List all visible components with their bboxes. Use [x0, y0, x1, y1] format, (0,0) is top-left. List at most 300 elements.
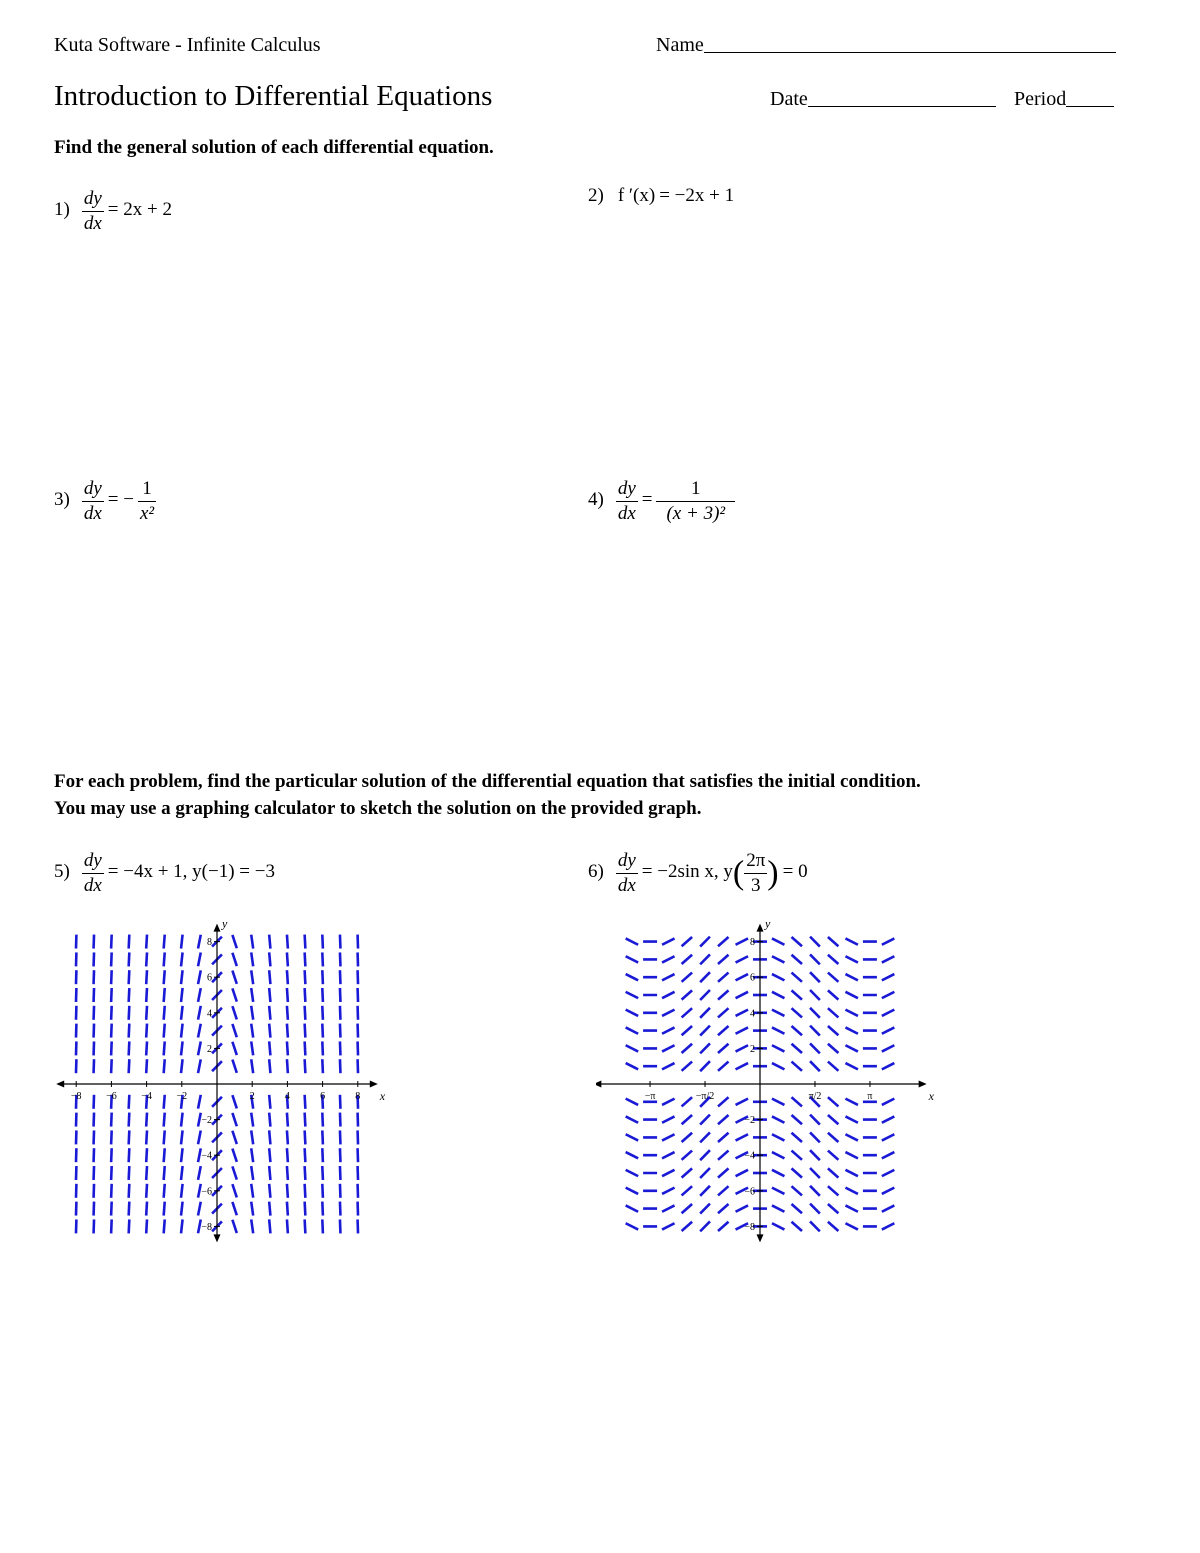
slope-segment [845, 1116, 857, 1122]
slope-segment [305, 1184, 306, 1198]
slope-segment [772, 974, 784, 980]
slope-segment [810, 990, 820, 1000]
slope-segment [164, 1166, 165, 1180]
problem-number: 4) [588, 489, 604, 511]
slope-segment [129, 1148, 130, 1162]
slope-segment [198, 953, 201, 967]
slope-segment [129, 970, 130, 984]
slope-segment [181, 1041, 183, 1055]
slope-segment [736, 1027, 748, 1033]
problem-3 [54, 478, 156, 525]
lhs-fraction [616, 478, 638, 525]
slope-segment [792, 937, 802, 946]
x-tick-label: π [867, 1091, 873, 1102]
name-blank [704, 51, 1116, 53]
slope-segment [181, 1006, 183, 1020]
slope-segment [164, 1148, 165, 1162]
slope-segment [198, 1095, 201, 1109]
x-tick-label: −2 [176, 1091, 188, 1102]
slope-segment [251, 952, 253, 966]
lhs-denominator: dx [83, 212, 102, 234]
slope-segment [772, 1099, 784, 1105]
slope-segment [682, 1133, 692, 1142]
slope-segment [736, 1010, 748, 1016]
period-label: Period [1014, 88, 1067, 110]
slope-segment [682, 1204, 692, 1213]
slope-segment [718, 1115, 728, 1124]
problem-number: 5) [54, 861, 70, 883]
slope-segment [718, 1026, 728, 1035]
rhs-prefix: = [641, 489, 653, 511]
slope-segment [626, 1188, 639, 1194]
y-tick-label: 6 [207, 972, 212, 984]
slope-segment [772, 1010, 784, 1016]
slope-segment [269, 1059, 270, 1073]
slope-segment [198, 1184, 201, 1198]
slope-segment [700, 990, 710, 1000]
slope-segment [882, 1188, 895, 1194]
section2-instructions-line2: You may use a graphing calculator to sketch the solution on the provided graph. [54, 798, 702, 819]
slope-segment [340, 1166, 341, 1180]
slope-segment [845, 974, 857, 980]
slope-segment [662, 1170, 674, 1176]
slope-segment [269, 1184, 270, 1198]
slope-segment [772, 1116, 784, 1122]
slope-segment [792, 973, 802, 982]
slope-segment [340, 1059, 341, 1073]
slope-segment [792, 1186, 802, 1195]
slope-segment [662, 938, 674, 944]
slope-segment [129, 1041, 130, 1055]
slope-segment [164, 1202, 165, 1216]
period-field[interactable] [1014, 88, 1114, 111]
slope-segment [146, 1113, 147, 1127]
slope-segment [626, 1010, 639, 1016]
lhs-fraction [82, 850, 104, 897]
slope-segment [845, 1010, 857, 1016]
slope-segment [340, 1095, 341, 1109]
slope-segment [129, 1059, 130, 1073]
slope-segment [198, 1148, 201, 1162]
slope-segment [736, 1134, 748, 1140]
slope-segment [792, 1044, 802, 1053]
slope-segment [287, 1006, 288, 1020]
slope-segment [682, 1168, 692, 1177]
condition-denominator: 3 [744, 873, 767, 897]
slope-segment [718, 990, 728, 999]
slope-segment [700, 1061, 710, 1071]
slope-segment [146, 1202, 147, 1216]
slope-segment [322, 970, 323, 984]
slope-segment [129, 1024, 130, 1038]
slope-segment [736, 1099, 748, 1105]
slope-segment [340, 1041, 341, 1055]
slope-segment [322, 1219, 323, 1233]
slope-segment [269, 935, 270, 949]
slope-segment [882, 992, 895, 998]
slope-segment [845, 1134, 857, 1140]
slope-segment [305, 1059, 306, 1073]
slope-segment [322, 935, 323, 949]
slope-segment [305, 1148, 306, 1162]
slope-segment [882, 1063, 895, 1069]
slope-segment [340, 988, 341, 1002]
slope-segment [700, 954, 710, 964]
slope-segment [828, 1062, 838, 1071]
slope-segment [828, 1044, 838, 1053]
slope-segment [700, 937, 710, 947]
x-tick-label: 2 [249, 1091, 255, 1102]
slope-segment [146, 1041, 147, 1055]
lhs-numerator: dy [617, 478, 636, 499]
slope-segment [287, 1130, 288, 1144]
slope-segment [718, 1168, 728, 1177]
slope-segment [792, 1062, 802, 1071]
x-tick-label: 4 [284, 1091, 290, 1102]
slope-segment [251, 1130, 253, 1144]
slope-segment [810, 1132, 820, 1142]
slope-segment [662, 1010, 674, 1016]
slope-segment [322, 1148, 323, 1162]
slope-segment [828, 1133, 838, 1142]
slope-segment [269, 952, 270, 966]
slope-segment [845, 938, 857, 944]
slope-segment [845, 956, 857, 962]
slope-segment [146, 1024, 147, 1038]
x-tick-label: π/2 [808, 1091, 822, 1102]
slope-segment [682, 1222, 692, 1231]
slope-segment [164, 1095, 165, 1109]
y-tick-label: −6 [201, 1186, 212, 1198]
y-tick-label: 2 [750, 1043, 755, 1055]
slope-segment [129, 1219, 130, 1233]
slope-segment [287, 988, 288, 1002]
slope-segment [700, 1043, 710, 1053]
slope-segment [882, 1116, 895, 1122]
slope-segment [736, 1205, 748, 1211]
slope-segment [882, 956, 895, 962]
slope-segment [662, 1205, 674, 1211]
slope-segment [828, 1115, 838, 1124]
slope-segment [626, 974, 639, 980]
y-tick-label: −4 [201, 1150, 212, 1162]
y-axis-arrow-up [214, 924, 221, 932]
slope-segment [232, 1113, 236, 1126]
slope-segment [198, 1006, 201, 1020]
slope-segment [718, 973, 728, 982]
slope-segment [146, 1006, 147, 1020]
slope-segment [662, 1188, 674, 1194]
slope-segment [232, 1202, 236, 1215]
slope-segment [700, 972, 710, 982]
y-axis-arrow-down [757, 1234, 764, 1242]
slope-segment [198, 1202, 201, 1216]
slope-segment [269, 970, 270, 984]
slope-segment [146, 1059, 147, 1073]
y-tick-label: −8 [201, 1221, 212, 1233]
slope-segment [700, 1132, 710, 1142]
slope-segment [736, 1063, 748, 1069]
slope-segment [772, 1170, 784, 1176]
slope-segment [845, 992, 857, 998]
slope-segment [828, 1026, 838, 1035]
slope-segment [322, 952, 323, 966]
rhs-fraction [656, 478, 735, 525]
rhs-fraction [138, 478, 156, 525]
slope-segment [164, 1041, 165, 1055]
slope-segment [269, 988, 270, 1002]
slope-segment [111, 1130, 112, 1144]
slope-segment [718, 955, 728, 964]
slope-segment [146, 988, 147, 1002]
problem-5 [54, 850, 275, 897]
slope-segment [718, 937, 728, 946]
slope-segment [792, 1115, 802, 1124]
slope-segment [198, 970, 201, 984]
problem-number: 2) [588, 185, 604, 206]
slope-segment [198, 1113, 201, 1127]
y-axis-label: y [222, 918, 228, 931]
slope-segment [700, 1168, 710, 1178]
slope-segment [792, 1133, 802, 1142]
slope-segment [181, 935, 183, 949]
lhs-denominator: dx [83, 502, 102, 524]
slope-segment [322, 1006, 323, 1020]
slope-segment [305, 1219, 306, 1233]
slope-segment [772, 1188, 784, 1194]
slope-segment [662, 974, 674, 980]
slope-segment [232, 1184, 236, 1197]
slope-segment [269, 1006, 270, 1020]
slope-segment [181, 1024, 183, 1038]
slope-segment [882, 1027, 895, 1033]
slope-segment [662, 956, 674, 962]
slope-segment [700, 1204, 710, 1214]
slope-segment [129, 988, 130, 1002]
slope-segment [810, 1115, 820, 1125]
slope-segment [129, 952, 130, 966]
slope-segment [164, 1059, 165, 1073]
y-axis-arrow-down [214, 1234, 221, 1242]
slope-segment [718, 1151, 728, 1160]
slope-segment [287, 1059, 288, 1073]
slope-segment [232, 1131, 236, 1144]
slope-segment [828, 1008, 838, 1017]
y-tick-label: 4 [207, 1008, 212, 1020]
slope-segment [269, 1095, 270, 1109]
y-tick-label: 8 [750, 937, 755, 949]
slope-segment [164, 935, 165, 949]
slope-segment [269, 1202, 270, 1216]
section2-instructions-line1: For each problem, find the particular solution of the differential equation that satisfies the initial condition. [54, 771, 921, 792]
slope-segment [736, 1170, 748, 1176]
slope-segment [111, 1184, 112, 1198]
y-tick-label: −8 [744, 1221, 755, 1233]
slope-segment [682, 1062, 692, 1071]
lhs: f ′(x) [617, 185, 656, 206]
slope-segment [146, 970, 147, 984]
slope-segment [232, 1149, 236, 1162]
slope-segment [232, 971, 236, 984]
slope-segment [198, 988, 201, 1002]
slope-segment [111, 1024, 112, 1038]
slope-segment [828, 990, 838, 999]
x-axis-label: x [928, 1089, 934, 1103]
slope-segment [772, 1205, 784, 1211]
slope-segment [828, 955, 838, 964]
slope-segment [736, 1045, 748, 1051]
slope-segment [718, 1044, 728, 1053]
slope-segment [146, 1148, 147, 1162]
slope-segment [662, 1223, 674, 1229]
x-axis-arrow-right [370, 1081, 378, 1088]
slope-segment [287, 1113, 288, 1127]
slope-segment [772, 1134, 784, 1140]
slope-segment [626, 1045, 639, 1051]
slope-segment [700, 1221, 710, 1231]
problem-1 [54, 188, 172, 235]
slope-segment [287, 1219, 288, 1233]
slope-segment [810, 1150, 820, 1160]
slope-segment [340, 1006, 341, 1020]
slope-segment [164, 988, 165, 1002]
slope-segment [736, 992, 748, 998]
slope-segment [129, 1202, 130, 1216]
slope-segment [626, 1205, 639, 1211]
slope-segment [845, 1188, 857, 1194]
problem-4 [588, 478, 735, 525]
slope-segment [251, 1006, 253, 1020]
slope-segment [322, 1113, 323, 1127]
slope-segment [810, 954, 820, 964]
lhs-fraction [82, 188, 104, 235]
slope-segment [682, 1097, 692, 1106]
name-label: Name [656, 34, 704, 56]
slope-segment [287, 1148, 288, 1162]
slope-segment [251, 1148, 253, 1162]
slope-segment [129, 1130, 130, 1144]
slope-segment [305, 1095, 306, 1109]
slope-segment [129, 1184, 130, 1198]
slope-segment [340, 1130, 341, 1144]
ticks [71, 937, 360, 1233]
slope-segment [305, 1024, 306, 1038]
y-tick-label: 8 [207, 937, 212, 949]
slope-segment [322, 1059, 323, 1073]
slope-segment [232, 1024, 236, 1037]
slope-segment [232, 935, 236, 948]
slope-segment [662, 1099, 674, 1105]
slope-segment [772, 1063, 784, 1069]
slope-segment [828, 1222, 838, 1231]
slope-segment [322, 1202, 323, 1216]
slope-segment [198, 1024, 201, 1038]
slope-segment [181, 1166, 183, 1180]
slope-segment [810, 1061, 820, 1071]
rhs-part-a: = −2sin x, y [641, 861, 733, 883]
slope-segment [662, 1116, 674, 1122]
slope-segment [269, 1219, 270, 1233]
slope-segment [287, 1202, 288, 1216]
slope-field-graph-2 [596, 918, 936, 1250]
slope-segment [164, 1184, 165, 1198]
slope-segment [269, 1041, 270, 1055]
slope-segment [828, 1168, 838, 1177]
slope-segment [287, 1041, 288, 1055]
slope-segment [340, 1184, 341, 1198]
slope-segment [198, 1220, 201, 1234]
slope-segment [287, 970, 288, 984]
slope-segment [111, 1113, 112, 1127]
x-tick-label: −π/2 [695, 1091, 715, 1102]
slope-segment [181, 952, 183, 966]
slope-segment [198, 1166, 201, 1180]
condition-fraction [744, 850, 767, 897]
lhs-denominator: dx [617, 502, 636, 524]
y-tick-label: 4 [750, 1008, 755, 1020]
y-tick-label: 2 [207, 1043, 212, 1055]
slope-segment [772, 956, 784, 962]
slope-segment [251, 1041, 253, 1055]
x-tick-label: −π [644, 1091, 656, 1102]
slope-segment [682, 1008, 692, 1017]
slope-segment [232, 988, 236, 1001]
slope-segment [146, 1130, 147, 1144]
y-axis-arrow-up [757, 924, 764, 932]
slope-segment [251, 1024, 253, 1038]
slope-segment [882, 1152, 895, 1158]
slope-segment [111, 970, 112, 984]
slope-segment [772, 938, 784, 944]
y-tick-label: −4 [744, 1150, 755, 1162]
slope-segment [111, 988, 112, 1002]
slope-segment [251, 1059, 253, 1073]
name-field[interactable] [656, 34, 1116, 57]
slope-segment [111, 935, 112, 949]
x-tick-label: −8 [70, 1091, 82, 1102]
rhs: = −2x + 1 [659, 185, 735, 206]
slope-segment [251, 1166, 253, 1180]
slope-segment [792, 1026, 802, 1035]
slope-segment [772, 1027, 784, 1033]
slope-segment [792, 1097, 802, 1106]
slope-segment [340, 1113, 341, 1127]
right-paren: ) [767, 854, 779, 892]
lhs-fraction [82, 478, 104, 525]
slope-segment [810, 1186, 820, 1196]
slope-segment [287, 952, 288, 966]
slope-segment [305, 1130, 306, 1144]
slope-segment [792, 1204, 802, 1213]
slope-segment [111, 1219, 112, 1233]
slope-segment [700, 1186, 710, 1196]
slope-segment [662, 1134, 674, 1140]
slope-segment [662, 1152, 674, 1158]
slope-segment [164, 1006, 165, 1020]
x-axis-arrow-right [919, 1081, 927, 1088]
date-field[interactable] [770, 88, 996, 111]
slope-segment [322, 1166, 323, 1180]
slope-segment [111, 1059, 112, 1073]
slope-segment [882, 1205, 895, 1211]
slope-segment [682, 973, 692, 982]
x-tick-label: 8 [355, 1091, 361, 1102]
slope-segment [700, 1115, 710, 1125]
slope-segment [251, 970, 253, 984]
slope-segment [181, 1148, 183, 1162]
slope-segment [198, 1042, 201, 1056]
slope-segment [181, 1184, 183, 1198]
